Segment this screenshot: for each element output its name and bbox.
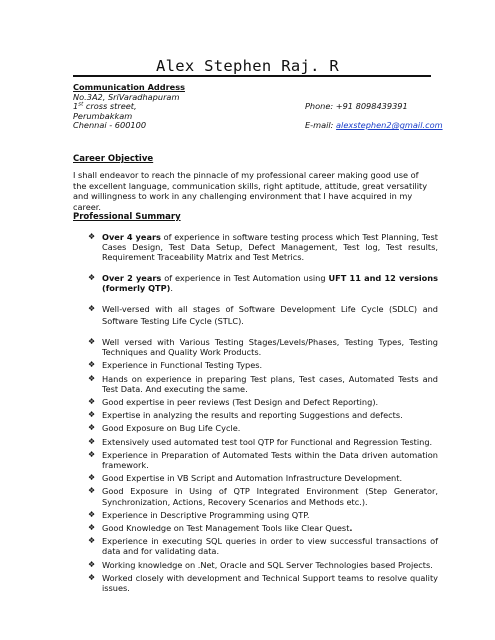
diamond-bullet-icon: ❖: [88, 509, 96, 519]
list-item: ❖ Extensively used automated test tool QTP for Functional and Regression Testing.: [88, 436, 433, 447]
diamond-bullet-icon: ❖: [88, 373, 96, 383]
list-item: ❖ Well versed with Various Testing Stages/Levels/Phases, Testing Types, Testing Techniques and Quality Work Products.: [88, 337, 438, 358]
list-item: ❖ Experience in Preparation of Automated Tests within the Data driven automation framework.: [88, 449, 438, 471]
email-line: E-mail: alexstephen2@gmail.com: [305, 120, 443, 130]
diamond-bullet-icon: ❖: [88, 523, 96, 533]
career-objective-text: I shall endeavor to reach the pinnacle of my professional career making good use of the excellent language, communication skills, right aptitude, attitude, great versatility and willingness to work in any challenging environment that I have acquired in my career.: [73, 170, 428, 212]
diamond-bullet-icon: ❖: [88, 486, 96, 496]
address-heading: Communication Address: [73, 82, 185, 92]
list-item: ❖ Good Exposure in Using of QTP Integrated Environment (Step Generator, Synchronization, Actions, Recovery Scenarios and Methods etc.).: [88, 486, 438, 507]
address-line-1: No.3A2, SriVaradhapuram: [73, 91, 180, 102]
diamond-bullet-icon: ❖: [88, 360, 96, 370]
diamond-bullet-icon: ❖: [88, 272, 96, 282]
list-item: ❖ Hands on experience in preparing Test plans, Test cases, Automated Tests and Test Data. And executing the same.: [88, 373, 438, 394]
contact-block: [73, 83, 445, 131]
candidate-name: Alex Stephen Raj. R: [155, 57, 339, 75]
email-link[interactable]: alexstephen2@gmail.com: [336, 120, 443, 130]
list-item: ❖ Good Exposure on Bug Life Cycle.: [88, 423, 241, 434]
diamond-bullet-icon: ❖: [88, 304, 96, 314]
career-objective-heading: Career Objective: [73, 154, 154, 164]
diamond-bullet-icon: ❖: [88, 559, 96, 569]
diamond-bullet-icon: ❖: [88, 232, 96, 241]
list-item: ❖ Good expertise in peer reviews (Test Design and Defect Reporting).: [88, 397, 379, 408]
diamond-bullet-icon: ❖: [88, 423, 96, 433]
diamond-bullet-icon: ❖: [88, 536, 96, 546]
diamond-bullet-icon: ❖: [88, 449, 96, 459]
diamond-bullet-icon: ❖: [88, 410, 96, 420]
list-item: ❖ Experience in Descriptive Programming using QTP.: [88, 509, 310, 520]
summary-list: [88, 232, 438, 596]
professional-summary-heading: Professional Summary: [73, 212, 181, 222]
list-item: ❖ Good Expertise in VB Script and Automation Infrastructure Development.: [88, 473, 403, 484]
list-item: ❖ Good Knowledge on Test Management Tools like Clear Quest.: [88, 523, 353, 534]
list-item: ❖ Expertise in analyzing the results and reporting Suggestions and defects.: [88, 410, 403, 421]
diamond-bullet-icon: ❖: [88, 436, 96, 446]
list-item: ❖ Working knowledge on .Net, Oracle and SQL Server Technologies based Projects.: [88, 559, 433, 570]
list-item: ❖ Over 2 years of experience in Test Automation using UFT 11 and 12 versions (formerly QTP).: [88, 272, 438, 293]
list-item: ❖ Experience in Functional Testing Types.: [88, 360, 263, 371]
diamond-bullet-icon: ❖: [88, 337, 96, 347]
diamond-bullet-icon: ❖: [88, 473, 96, 483]
list-item: ❖ Experience in executing SQL queries in order to view successful transactions of data and for validating data.: [88, 536, 438, 557]
address-line-2: 1st cross street,: [73, 101, 137, 111]
list-item: ❖ Over 4 years of experience in software testing process which Test Planning, Test Cases Design, Test Data Setup, Defect Management, Test log, Test results, Requirement Traceability Matrix and Test Metrics.: [88, 232, 438, 263]
diamond-bullet-icon: ❖: [88, 572, 96, 582]
address-line-3: Perumbakkam: [73, 110, 133, 121]
list-item: ❖ Worked closely with development and Technical Support teams to resolve quality issues.: [88, 572, 438, 594]
phone-number: Phone: +91 8098439391: [305, 101, 408, 111]
diamond-bullet-icon: ❖: [88, 397, 96, 407]
address-line-4: Chennai - 600100: [73, 120, 147, 130]
header-rule: [73, 75, 431, 77]
list-item: ❖ Well-versed with all stages of Software Development Life Cycle (SDLC) and Software Testing Life Cycle (STLC).: [88, 304, 438, 327]
